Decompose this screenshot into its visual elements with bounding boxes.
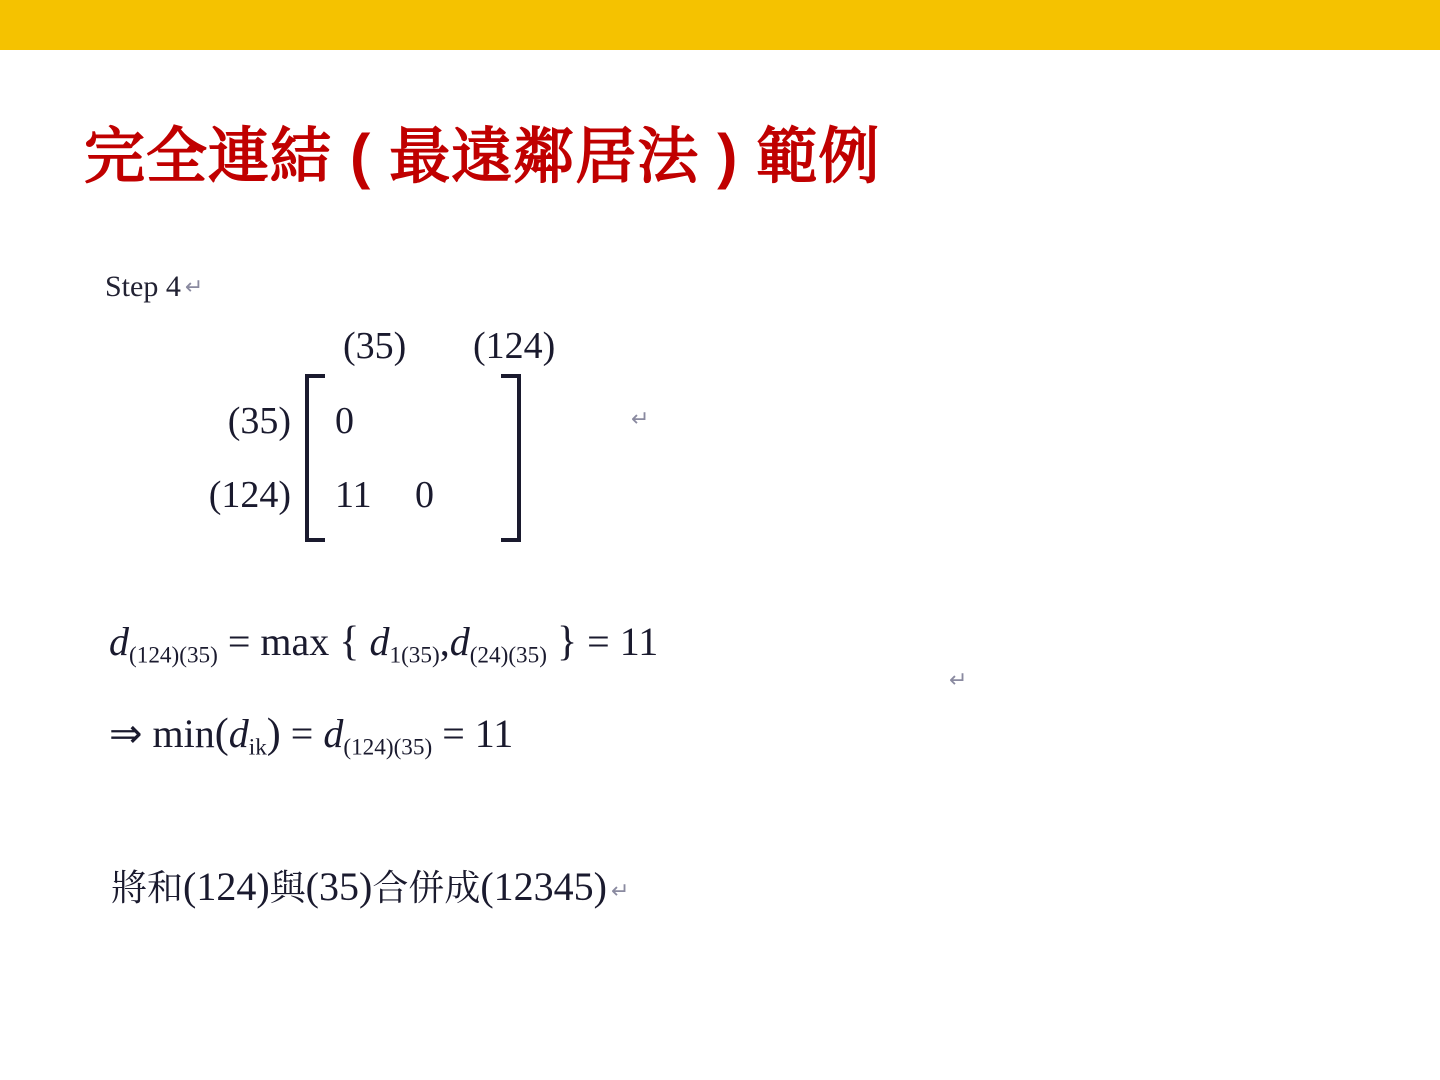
matrix-cell: 0	[335, 400, 354, 442]
equation-rhs-subscript: (124)(35)	[343, 734, 433, 761]
table-row	[335, 384, 495, 458]
slide-body	[105, 270, 1105, 911]
table-row	[335, 458, 495, 532]
matrix-brackets	[305, 374, 521, 542]
equation-term1-subscript: 1(35)	[389, 642, 440, 669]
merge-prefix: 將和	[111, 867, 184, 909]
merge-group-a: (124)	[183, 863, 270, 909]
equals-sign: =	[290, 710, 314, 756]
set-brace-close: }	[556, 619, 578, 665]
equation-lhs-subscript: (124)(35)	[129, 642, 218, 669]
equation-line-2	[109, 712, 1105, 760]
matrix-row-header: (35)	[227, 400, 291, 442]
pilcrow-mark: ↵	[631, 406, 650, 431]
equation-function-name: min	[152, 710, 215, 756]
equation-term2-subscript: (24)(35)	[469, 642, 547, 669]
matrix-cell: 0	[415, 474, 434, 516]
equation-comma: ,	[439, 619, 450, 664]
equation-result: = 11	[587, 619, 659, 664]
pilcrow-mark: ↵	[610, 877, 630, 903]
equation-argument-subscript: ik	[248, 734, 267, 761]
implies-arrow-icon: ⇒	[109, 710, 143, 756]
matrix-row-headers	[111, 374, 305, 542]
equation-rhs-symbol: d	[323, 710, 344, 756]
step-label-text: Step 4	[105, 270, 181, 303]
merge-statement	[111, 860, 1105, 911]
paren-open: (	[214, 710, 229, 757]
pilcrow-mark: ↵	[184, 274, 204, 299]
merge-middle: 與	[269, 867, 306, 909]
equation-argument-symbol: d	[228, 710, 249, 756]
matrix-column-headers	[343, 324, 671, 368]
matrix-cell: 11	[335, 474, 372, 516]
equation-term2-symbol: d	[449, 619, 470, 664]
paren-close: )	[266, 710, 281, 757]
equation-line-1	[109, 619, 1105, 692]
equation-lhs-symbol: d	[109, 619, 129, 664]
equation-term1-symbol: d	[369, 619, 390, 664]
equation-result: = 11	[442, 710, 514, 756]
set-brace-open: {	[339, 619, 360, 665]
merge-suffix: 合併成	[372, 867, 481, 909]
equation-operator: = max	[227, 619, 330, 664]
merge-group-b: (35)	[305, 863, 373, 909]
page-title: 完全連結 ( 最遠鄰居法 ) 範例	[84, 122, 881, 190]
matrix-body	[111, 374, 671, 542]
step-label	[105, 270, 1105, 304]
slide-accent-bar	[0, 0, 1440, 50]
matrix-column-header: (124)	[473, 325, 556, 367]
matrix-column-header: (35)	[343, 325, 407, 367]
pilcrow-mark: ↵	[949, 667, 968, 692]
merge-group-c: (12345)	[480, 863, 607, 909]
distance-matrix	[111, 324, 671, 542]
matrix-row-header: (124)	[208, 474, 291, 516]
